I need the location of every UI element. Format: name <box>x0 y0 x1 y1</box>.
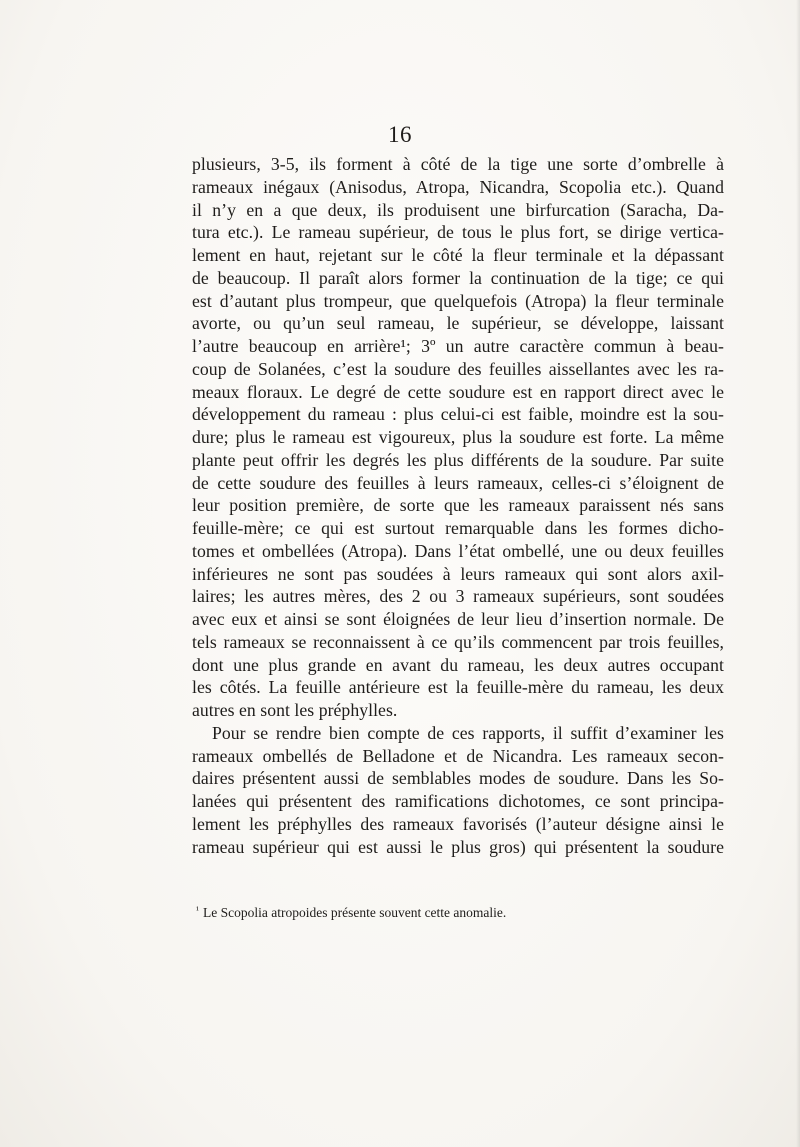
paragraph-end-line: autres en sont les préphylles. <box>192 700 398 720</box>
text-line: coup de Solanées, c’est la soudure des feuilles aissellantes avec les ra- <box>192 358 724 379</box>
page-number: 16 <box>388 122 412 147</box>
footnote <box>196 905 506 921</box>
footnote-mark: ¹ <box>196 905 199 916</box>
text-line: lement en haut, rejetant sur le côté la fleur terminale et la dépassant <box>192 245 724 265</box>
text-line: laires; les autres mères, des 2 ou 3 rameaux supérieurs, sont soudées <box>192 586 724 607</box>
text-line: l’autre beaucoup en arrière¹; 3º un autre caractère commun à beau- <box>192 336 724 356</box>
footnote-text: Le Scopolia atropoides présente souvent cette anomalie. <box>203 905 507 920</box>
text-line: tura etc.). Le rameau supérieur, de tous le plus fort, se dirige vertica- <box>192 222 724 243</box>
text-line: meaux floraux. Le degré de cette soudure est en rapport direct avec le <box>192 381 724 402</box>
text-line: rameaux ombellés de Belladone et de Nicandra. Les rameaux secon- <box>192 745 724 766</box>
text-line: rameau supérieur qui est aussi le plus gros) qui présentent la soudure <box>192 836 724 857</box>
text-line: dont une plus grande en avant du rameau, les deux autres occupant <box>192 654 724 675</box>
text-line: lanées qui présentent des ramifications dichotomes, ce sont principa- <box>192 791 724 811</box>
text-line: tels rameaux se reconnaissent à ce qu’ils commencent par trois feuilles, <box>192 631 724 652</box>
text-line: inférieures ne sont pas soudées à leurs rameaux qui sont alors axil- <box>192 563 724 584</box>
text-line: plusieurs, 3-5, ils forment à côté de la tige une sorte d’ombrelle à <box>192 154 724 174</box>
text-line: de cette soudure des feuilles à leurs rameaux, celles-ci s’éloignent de <box>192 472 724 493</box>
text-line: lement les préphylles des rameaux favorisés (l’auteur désigne ainsi le <box>192 813 724 834</box>
text-line: avec eux et ainsi se sont éloignées de leur lieu d’insertion normale. De <box>192 609 724 629</box>
text-line: plante peut offrir les degrés les plus différents de la soudure. Par suite <box>192 449 724 470</box>
text-line: il n’y en a que deux, ils produisent une birfurcation (Saracha, Da- <box>192 199 724 220</box>
page-edge-shadow <box>796 0 800 1147</box>
text-line: est d’autant plus trompeur, que quelquefois (Atropa) la fleur terminale <box>192 290 724 311</box>
text-line: tomes et ombellées (Atropa). Dans l’état ombellé, une ou deux feuilles <box>192 540 724 561</box>
text-line: rameaux inégaux (Anisodus, Atropa, Nicandra, Scopolia etc.). Quand <box>192 176 724 197</box>
text-line: dure; plus le rameau est vigoureux, plus la soudure est forte. La même <box>192 427 724 447</box>
text-line: daires présentent aussi de semblables modes de soudure. Dans les So- <box>192 768 724 789</box>
text-line: leur position première, de sorte que les rameaux paraissent nés sans <box>192 495 724 516</box>
text-line: développement du rameau : plus celui-ci est faible, moindre est la sou- <box>192 404 724 425</box>
body-text <box>192 153 724 858</box>
text-line: de beaucoup. Il paraît alors former la continuation de la tige; ce qui <box>192 267 724 288</box>
paragraph-start-line: Pour se rendre bien compte de ces rapports, il suffit d’examiner les <box>212 722 724 743</box>
text-line: feuille-mère; ce qui est surtout remarquable dans les formes dicho- <box>192 518 724 538</box>
text-line: les côtés. La feuille antérieure est la feuille-mère du rameau, les deux <box>192 677 724 698</box>
text-line: avorte, ou qu’un seul rameau, le supérieur, se développe, laissant <box>192 313 724 334</box>
